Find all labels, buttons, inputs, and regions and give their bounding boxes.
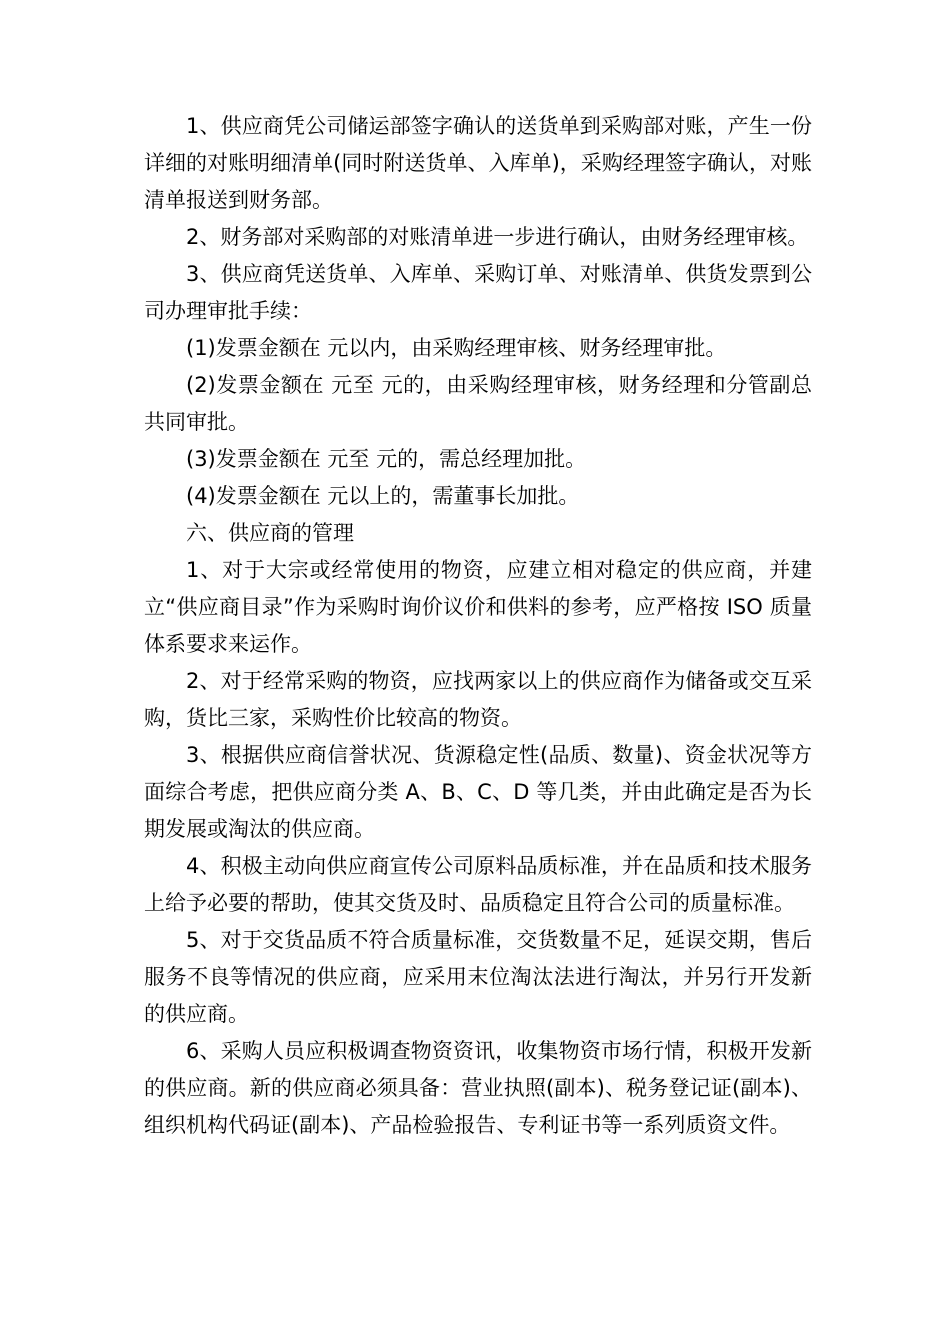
paragraph-1: 1、供应商凭公司储运部签字确认的送货单到采购部对账，产生一份详细的对账明细清单(同时附送货单、入库单)，采购经理签字确认，对账清单报送到财务部。 (144, 114, 812, 212)
paragraph-7: (4)发票金额在 元以上的，需董事长加批。 (186, 484, 580, 508)
paragraph-10: 2、对于经常采购的物资，应找两家以上的供应商作为储备或交互采购，货比三家，采购性价比较高的物资。 (144, 669, 812, 730)
paragraph-11: 3、根据供应商信誉状况、货源稳定性(品质、数量)、资金状况等方面综合考虑，把供应商分类 A、B、C、D 等几类，并由此确定是否为长期发展或淘汰的供应商。 (144, 743, 812, 841)
paragraph-14: 6、采购人员应积极调查物资资讯，收集物资市场行情，积极开发新的供应商。新的供应商必须具备：营业执照(副本)、税务登记证(副本)、组织机构代码证(副本)、产品检验报告、专利证书等一系列质资文件。 (144, 1039, 812, 1137)
paragraph-13: 5、对于交货品质不符合质量标准，交货数量不足，延误交期，售后服务不良等情况的供应商，应采用末位淘汰法进行淘汰，并另行开发新的供应商。 (144, 928, 812, 1026)
paragraph-3: 3、供应商凭送货单、入库单、采购订单、对账清单、供货发票到公司办理审批手续： (144, 262, 812, 323)
paragraph-6: (3)发票金额在 元至 元的，需总经理加批。 (186, 447, 587, 471)
paragraph-5: (2)发票金额在 元至 元的，由采购经理审核，财务经理和分管副总共同审批。 (144, 373, 812, 434)
paragraph-4: (1)发票金额在 元以内，由采购经理审核、财务经理审批。 (186, 336, 727, 360)
paragraph-9: 1、对于大宗或经常使用的物资，应建立相对稳定的供应商，并建立“供应商目录”作为采购时询价议价和供料的参考，应严格按 ISO 质量体系要求来运作。 (144, 558, 812, 656)
section-heading: 六、供应商的管理 (186, 521, 354, 545)
paragraph-12: 4、积极主动向供应商宣传公司原料品质标准，并在品质和技术服务上给予必要的帮助，使其交货及时、品质稳定且符合公司的质量标准。 (144, 854, 812, 915)
document-body (144, 108, 812, 1144)
paragraph-2: 2、财务部对采购部的对账清单进一步进行确认，由财务经理审核。 (186, 225, 809, 249)
